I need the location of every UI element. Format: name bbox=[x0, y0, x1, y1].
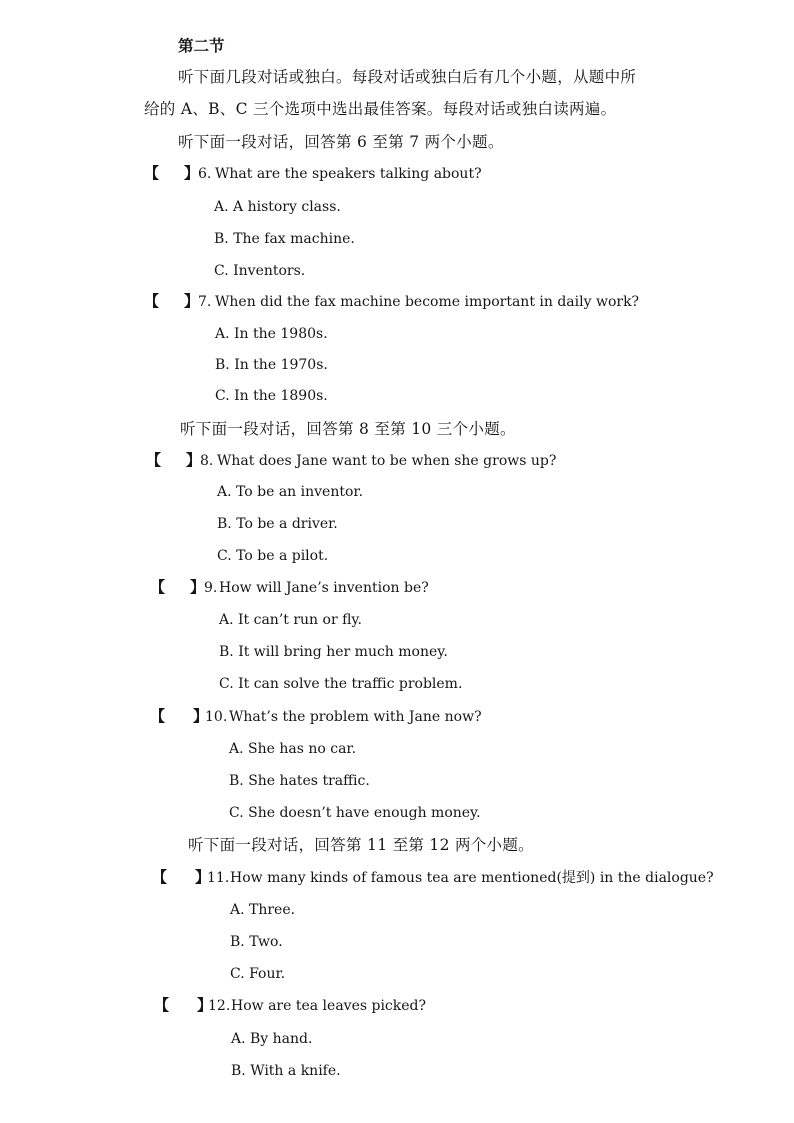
question-number: 11. bbox=[207, 870, 230, 886]
option-c: C. In the 1890s. bbox=[215, 388, 328, 404]
question-number: 9. bbox=[204, 580, 218, 596]
intro-line-1: 听下面几段对话或独白。每段对话或独白后有几个小题，从题中所 bbox=[178, 68, 637, 86]
question-text: When did the fax machine become important in daily work? bbox=[215, 294, 640, 310]
answer-bracket-close: 】 bbox=[184, 164, 200, 182]
option-a: A. A history class. bbox=[214, 199, 341, 215]
question-number: 12. bbox=[208, 998, 231, 1014]
question-text: What are the speakers talking about? bbox=[215, 166, 482, 182]
option-a: A. It can’t run or fly. bbox=[219, 612, 362, 628]
option-c: C. Inventors. bbox=[214, 263, 306, 279]
option-a: A. She has no car. bbox=[229, 741, 357, 757]
option-a: A. To be an inventor. bbox=[217, 484, 364, 500]
answer-bracket-close: 】 bbox=[197, 996, 213, 1014]
answer-bracket-open: 【 bbox=[154, 996, 170, 1014]
question-text: How will Jane’s invention be? bbox=[219, 580, 429, 596]
group-instruction-1: 听下面一段对话，回答第 6 至第 7 两个小题。 bbox=[178, 133, 504, 151]
option-b: B. It will bring her much money. bbox=[219, 644, 448, 660]
question-number: 6. bbox=[198, 166, 212, 182]
answer-bracket-close: 】 bbox=[186, 451, 202, 469]
group-instruction-3: 听下面一段对话，回答第 11 至第 12 两个小题。 bbox=[188, 836, 534, 854]
answer-bracket-open: 【 bbox=[152, 868, 168, 886]
answer-bracket-open: 【 bbox=[150, 707, 166, 725]
option-c: C. It can solve the traffic problem. bbox=[219, 676, 463, 692]
group-instruction-2: 听下面一段对话，回答第 8 至第 10 三个小题。 bbox=[180, 420, 516, 438]
option-c: C. To be a pilot. bbox=[217, 548, 329, 564]
option-b: B. She hates traffic. bbox=[229, 773, 370, 789]
option-b: B. To be a driver. bbox=[217, 516, 338, 532]
answer-bracket-open: 【 bbox=[144, 164, 160, 182]
option-b: B. With a knife. bbox=[231, 1063, 341, 1079]
question-number: 7. bbox=[198, 294, 212, 310]
answer-bracket-open: 【 bbox=[146, 451, 162, 469]
answer-bracket-open: 【 bbox=[144, 292, 160, 310]
option-c: C. She doesn’t have enough money. bbox=[229, 805, 481, 821]
question-number: 10. bbox=[205, 709, 228, 725]
question-text: How many kinds of famous tea are mentioned(提到) in the dialogue? bbox=[230, 870, 714, 886]
option-a: A. In the 1980s. bbox=[215, 326, 328, 342]
question-text: What’s the problem with Jane now? bbox=[229, 709, 482, 725]
question-text: What does Jane want to be when she grows up? bbox=[217, 453, 557, 469]
option-c: C. Four. bbox=[230, 966, 286, 982]
intro-line-2: 给的 A、B、C 三个选项中选出最佳答案。每段对话或独白读两遍。 bbox=[144, 100, 617, 118]
answer-bracket-close: 】 bbox=[193, 707, 209, 725]
answer-bracket-open: 【 bbox=[150, 578, 166, 596]
option-a: A. Three. bbox=[230, 902, 296, 918]
section-title: 第二节 bbox=[178, 36, 225, 55]
option-b: B. In the 1970s. bbox=[215, 357, 328, 373]
question-number: 8. bbox=[200, 453, 214, 469]
answer-bracket-close: 】 bbox=[184, 292, 200, 310]
option-a: A. By hand. bbox=[231, 1031, 313, 1047]
option-b: B. Two. bbox=[230, 934, 283, 950]
question-text: How are tea leaves picked? bbox=[231, 998, 427, 1014]
answer-bracket-close: 】 bbox=[190, 578, 206, 596]
option-b: B. The fax machine. bbox=[214, 231, 355, 247]
answer-bracket-close: 】 bbox=[195, 868, 211, 886]
